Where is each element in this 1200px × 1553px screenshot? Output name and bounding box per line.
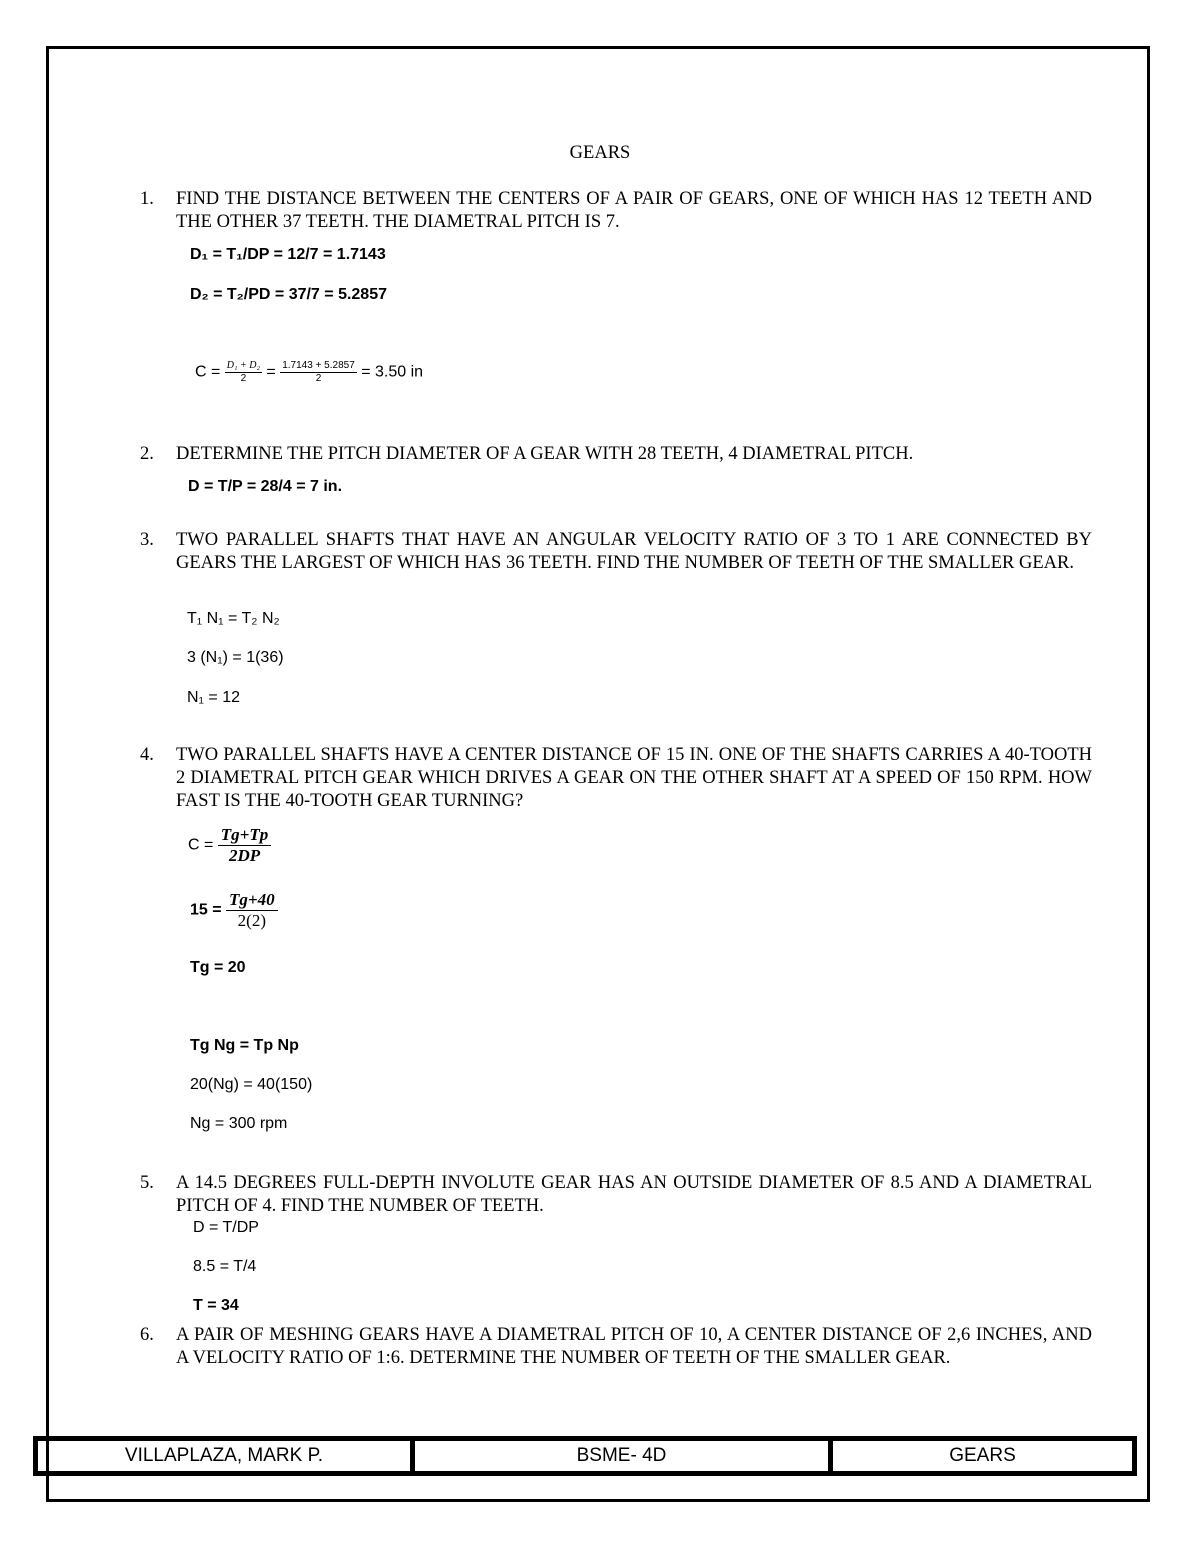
question-text: TWO PARALLEL SHAFTS HAVE A CENTER DISTANCE OF 15 IN. ONE OF THE SHAFTS CARRIES A 40-TOOTH 2 DIAMETRAL PITCH GEAR WHICH DRIVES A GEAR ON THE OTHER SHAFT AT A SPEED OF 150 RPM. HOW FAST IS THE 40-TOOTH GEAR TURNING? — [176, 745, 1092, 811]
footer-section: BSME- 4D — [415, 1441, 833, 1471]
q3-answer-line-3: N₁ = 12 — [187, 689, 240, 706]
question-1 — [140, 188, 1092, 234]
question-number: 4. — [140, 745, 154, 765]
formula-fraction — [225, 360, 262, 385]
formula-prefix: C = — [188, 836, 218, 854]
question-number: 5. — [140, 1173, 154, 1193]
formula-prefix: 15 = — [190, 901, 227, 919]
question-text: A 14.5 DEGREES FULL-DEPTH INVOLUTE GEAR HAS AN OUTSIDE DIAMETER OF 8.5 AND A DIAMETRAL PITCH OF 4. FIND THE NUMBER OF TEETH. — [176, 1173, 1092, 1216]
formula-fraction — [226, 890, 278, 931]
q3-answer-line-2: 3 (N₁) = 1(36) — [187, 649, 284, 666]
q4-answer-line-4: Ng = 300 rpm — [190, 1115, 288, 1132]
question-number: 3. — [140, 530, 154, 550]
document-title: GEARS — [569, 143, 631, 163]
q1-answer-line-2: D₂ = T₂/PD = 37/7 = 5.2857 — [190, 286, 387, 303]
question-text: TWO PARALLEL SHAFTS THAT HAVE AN ANGULAR VELOCITY RATIO OF 3 TO 1 ARE CONNECTED BY GEARS THE LARGEST OF WHICH HAS 36 TEETH. FIND THE NUMBER OF TEETH OF THE SMALLER GEAR. — [176, 530, 1092, 573]
q2-answer-line-1: D = T/P = 28/4 = 7 in. — [188, 478, 343, 495]
question-number: 2. — [140, 444, 154, 464]
value-fraction — [280, 360, 357, 385]
fraction-denominator: 2(2) — [237, 911, 266, 930]
footer-student-name: VILLAPLAZA, MARK P. — [38, 1441, 415, 1471]
question-5 — [140, 1172, 1092, 1218]
question-text: FIND THE DISTANCE BETWEEN THE CENTERS OF A PAIR OF GEARS, ONE OF WHICH HAS 12 TEETH AND THE OTHER 37 TEETH. THE DIAMETRAL PITCH IS 7. — [176, 189, 1092, 232]
q1-answer-line-1: D₁ = T₁/DP = 12/7 = 1.7143 — [190, 246, 386, 263]
question-number: 1. — [140, 189, 154, 209]
question-4 — [140, 744, 1092, 813]
formula-prefix: C = — [195, 363, 225, 381]
q4-answer-line-2: Tg Ng = Tp Np — [190, 1037, 299, 1054]
question-text: DETERMINE THE PITCH DIAMETER OF A GEAR WITH 28 TEETH, 4 DIAMETRAL PITCH. — [176, 444, 914, 464]
question-3 — [140, 529, 1092, 575]
formula-result: = 3.50 in — [356, 363, 424, 381]
q4-answer-line-3: 20(Ng) = 40(150) — [190, 1076, 313, 1093]
fraction-numerator: Tg+Tp — [218, 825, 271, 846]
footer-subject: GEARS — [949, 1445, 1016, 1466]
question-6 — [140, 1324, 1092, 1370]
fraction-denominator: 2 — [240, 373, 247, 384]
question-text: A PAIR OF MESHING GEARS HAVE A DIAMETRAL PITCH OF 10, A CENTER DISTANCE OF 2,6 INCHES, AND A VELOCITY RATIO OF 1:6. DETERMINE THE NUMBER OF TEETH OF THE SMALLER GEAR. — [176, 1325, 1092, 1368]
fraction-numerator: D₁ + D₂ — [226, 360, 260, 371]
q4-answer-line-1: Tg = 20 — [190, 959, 246, 976]
formula-fraction — [218, 825, 271, 866]
question-number: 6. — [140, 1325, 154, 1345]
question-2 — [140, 443, 1092, 466]
q4-substitution-formula — [190, 890, 278, 931]
q1-center-distance-formula — [195, 360, 423, 385]
q5-answer-line-2: 8.5 = T/4 — [193, 1258, 257, 1275]
q4-center-distance-formula — [188, 825, 271, 866]
q5-answer-line-1: D = T/DP — [193, 1219, 259, 1236]
equals-sign: = — [261, 363, 281, 381]
q3-answer-line-1: T₁ N₁ = T₂ N₂ — [187, 610, 280, 627]
fraction-denominator: 2DP — [228, 846, 261, 865]
fraction-numerator: 1.7143 + 5.2857 — [282, 360, 355, 371]
footer-table — [33, 1436, 1137, 1476]
fraction-denominator: 2 — [315, 373, 322, 384]
q5-answer-line-3: T = 34 — [193, 1297, 239, 1314]
fraction-numerator: Tg+40 — [226, 890, 278, 911]
